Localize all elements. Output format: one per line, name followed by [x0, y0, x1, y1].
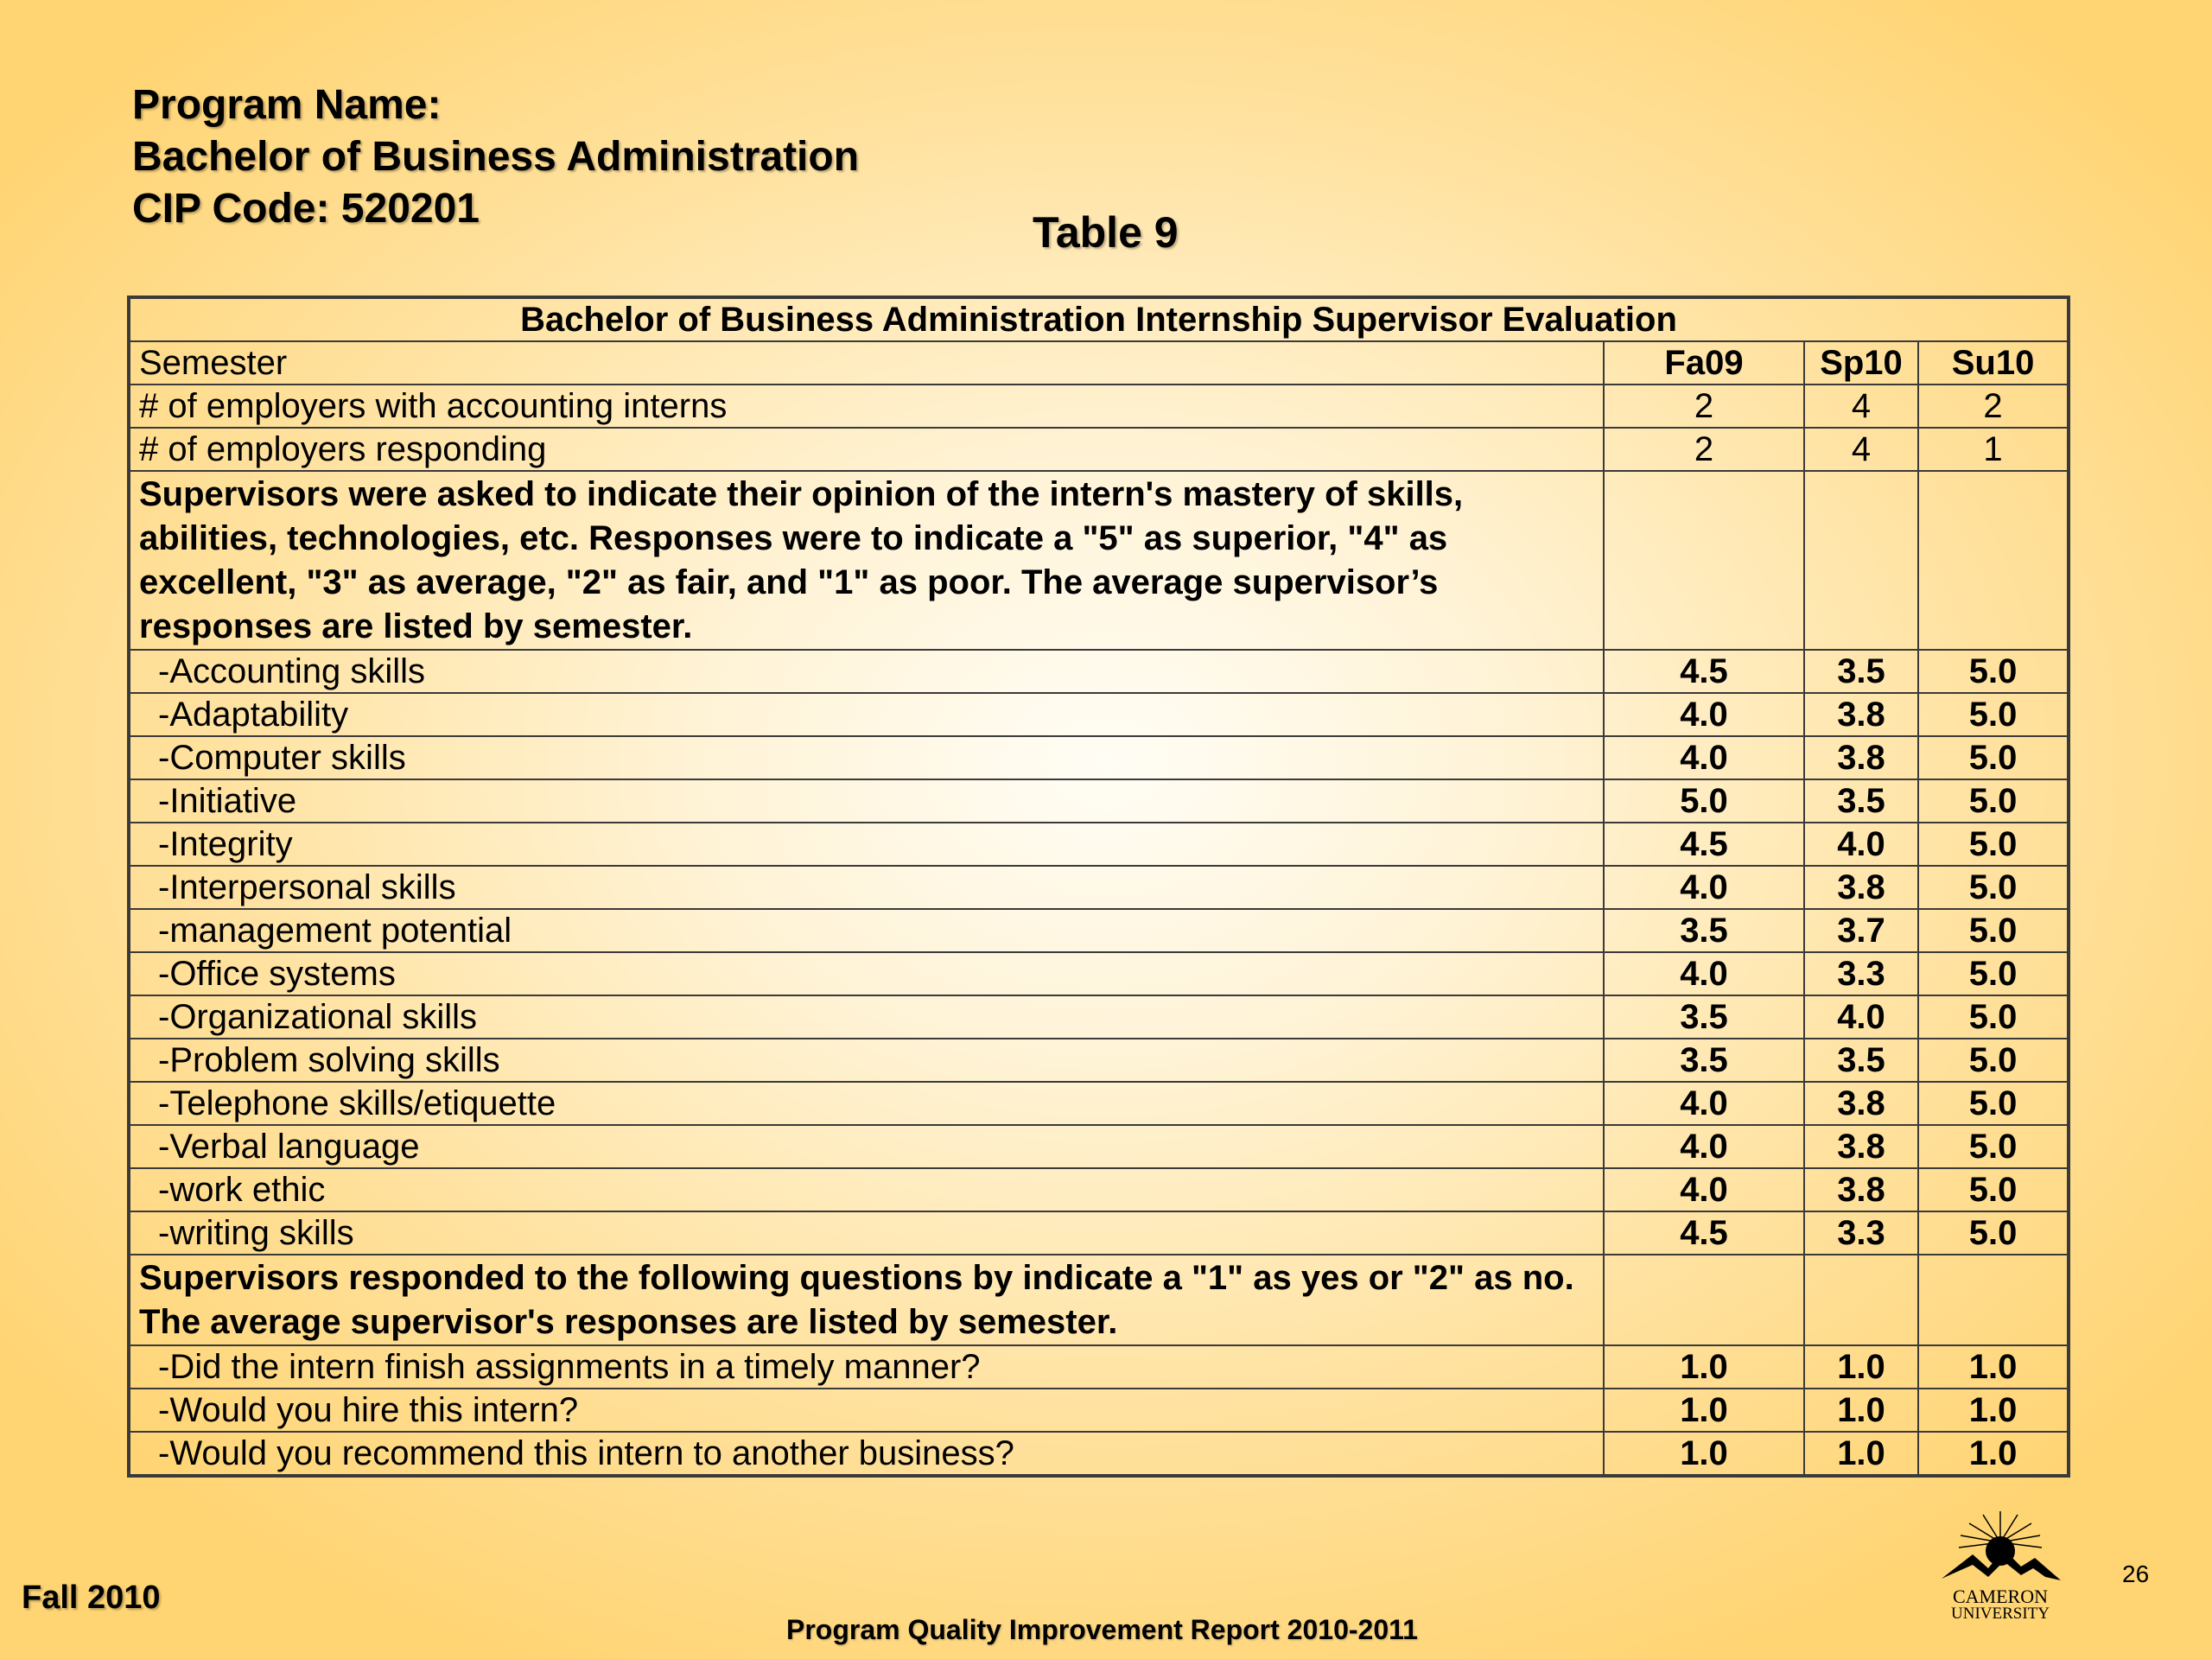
- value-cell: 4.5: [1604, 823, 1804, 866]
- skill-row: [129, 1082, 2069, 1125]
- value-cell: 3.8: [1804, 1168, 1918, 1211]
- value-cell: 4.5: [1604, 650, 1804, 693]
- row-label: # of employers responding: [129, 428, 1604, 471]
- row-label: -Accounting skills: [129, 650, 1604, 693]
- value-cell: 1.0: [1604, 1345, 1804, 1389]
- program-name: Bachelor of Business Administration: [132, 134, 860, 180]
- skill-row: [129, 823, 2069, 866]
- semester-label: Semester: [129, 341, 1604, 385]
- footer-report-title: Program Quality Improvement Report 2010-2011: [786, 1614, 1418, 1645]
- skills-instruction-row: [129, 471, 2069, 650]
- value-cell: 3.7: [1804, 909, 1918, 952]
- value-cell: 1.0: [1604, 1389, 1804, 1432]
- semester-header-row: [129, 341, 2069, 385]
- value-cell: 4.5: [1604, 1211, 1804, 1255]
- value-cell: 2: [1604, 385, 1804, 428]
- value-cell: 3.8: [1804, 866, 1918, 909]
- value-cell: 5.0: [1918, 1082, 2069, 1125]
- questions-instruction-row: [129, 1255, 2069, 1345]
- table-caption: Bachelor of Business Administration Internship Supervisor Evaluation: [129, 297, 2069, 341]
- value-cell: 4: [1804, 428, 1918, 471]
- empty-cell: [1918, 471, 2069, 650]
- row-label: -Telephone skills/etiquette: [129, 1082, 1604, 1125]
- instruction-text: Supervisors were asked to indicate their opinion of the intern's mastery of skills, abilities, technologies, etc. Responses were to indicate a "5" as superior, "4" as excellent, "3" as average, "2" as fair, and "1" as poor. The average supervisor’s responses are listed by semester.: [129, 471, 1604, 650]
- row-label: -Organizational skills: [129, 995, 1604, 1039]
- value-cell: 1.0: [1918, 1345, 2069, 1389]
- page-number: 26: [2122, 1560, 2150, 1587]
- program-header: [132, 79, 859, 235]
- value-cell: 4.0: [1804, 823, 1918, 866]
- value-cell: 5.0: [1918, 1211, 2069, 1255]
- row-label: -work ethic: [129, 1168, 1604, 1211]
- value-cell: 3.8: [1804, 1082, 1918, 1125]
- value-cell: 1.0: [1804, 1389, 1918, 1432]
- skill-row: [129, 995, 2069, 1039]
- logo-text-line1: CAMERON: [1952, 1586, 2049, 1607]
- value-cell: 4.0: [1604, 1082, 1804, 1125]
- row-label: -management potential: [129, 909, 1604, 952]
- value-cell: 4: [1804, 385, 1918, 428]
- value-cell: 5.0: [1918, 736, 2069, 779]
- question-row: [129, 1345, 2069, 1389]
- value-cell: 5.0: [1918, 1039, 2069, 1082]
- value-cell: 1: [1918, 428, 2069, 471]
- value-cell: 1.0: [1604, 1432, 1804, 1476]
- row-label: -Verbal language: [129, 1125, 1604, 1168]
- value-cell: 3.5: [1604, 1039, 1804, 1082]
- empty-cell: [1804, 1255, 1918, 1345]
- value-cell: 3.8: [1804, 693, 1918, 736]
- value-cell: 5.0: [1918, 823, 2069, 866]
- value-cell: 4.0: [1804, 995, 1918, 1039]
- row-label: -Interpersonal skills: [129, 866, 1604, 909]
- value-cell: 3.8: [1804, 736, 1918, 779]
- value-cell: 4.0: [1604, 1168, 1804, 1211]
- skill-row: [129, 1168, 2069, 1211]
- row-label: -Adaptability: [129, 693, 1604, 736]
- value-cell: 3.5: [1804, 1039, 1918, 1082]
- skill-row: [129, 909, 2069, 952]
- value-cell: 5.0: [1918, 909, 2069, 952]
- count-row: [129, 428, 2069, 471]
- row-label: -Integrity: [129, 823, 1604, 866]
- value-cell: 5.0: [1918, 1125, 2069, 1168]
- value-cell: 3.5: [1804, 779, 1918, 823]
- row-label: -Would you hire this intern?: [129, 1389, 1604, 1432]
- value-cell: 5.0: [1918, 866, 2069, 909]
- value-cell: 4.0: [1604, 736, 1804, 779]
- empty-cell: [1918, 1255, 2069, 1345]
- question-row: [129, 1432, 2069, 1476]
- value-cell: 3.3: [1804, 1211, 1918, 1255]
- value-cell: 2: [1918, 385, 2069, 428]
- row-label: -Computer skills: [129, 736, 1604, 779]
- empty-cell: [1604, 1255, 1804, 1345]
- value-cell: 1.0: [1804, 1345, 1918, 1389]
- logo-text-line2: UNIVERSITY: [1951, 1605, 2050, 1623]
- value-cell: 5.0: [1918, 779, 2069, 823]
- row-label: -Initiative: [129, 779, 1604, 823]
- value-cell: 3.5: [1804, 650, 1918, 693]
- skill-row: [129, 693, 2069, 736]
- value-cell: 5.0: [1918, 650, 2069, 693]
- value-cell: 2: [1604, 428, 1804, 471]
- value-cell: 5.0: [1604, 779, 1804, 823]
- skill-row: [129, 736, 2069, 779]
- footer-term: Fall 2010: [22, 1580, 161, 1616]
- skill-row: [129, 952, 2069, 995]
- row-label: -Problem solving skills: [129, 1039, 1604, 1082]
- caption-row: [129, 297, 2069, 341]
- row-label: -Did the intern finish assignments in a timely manner?: [129, 1345, 1604, 1389]
- cameron-university-logo: [1931, 1508, 2069, 1624]
- skill-row: [129, 866, 2069, 909]
- value-cell: 4.0: [1604, 693, 1804, 736]
- value-cell: 1.0: [1918, 1432, 2069, 1476]
- skill-row: [129, 650, 2069, 693]
- skill-row: [129, 1211, 2069, 1255]
- empty-cell: [1804, 471, 1918, 650]
- table-title: Table 9: [1033, 208, 1179, 257]
- value-cell: 1.0: [1804, 1432, 1918, 1476]
- value-cell: 3.3: [1804, 952, 1918, 995]
- semester-header: Fa09: [1604, 341, 1804, 385]
- row-label: -writing skills: [129, 1211, 1604, 1255]
- value-cell: 4.0: [1604, 1125, 1804, 1168]
- count-row: [129, 385, 2069, 428]
- row-label: -Office systems: [129, 952, 1604, 995]
- question-row: [129, 1389, 2069, 1432]
- value-cell: 3.8: [1804, 1125, 1918, 1168]
- skill-row: [129, 1039, 2069, 1082]
- value-cell: 5.0: [1918, 693, 2069, 736]
- value-cell: 4.0: [1604, 866, 1804, 909]
- semester-header: Su10: [1918, 341, 2069, 385]
- instruction-text: Supervisors responded to the following questions by indicate a "1" as yes or "2" as no. The average supervisor's responses are listed by semester.: [129, 1255, 1604, 1345]
- value-cell: 3.5: [1604, 909, 1804, 952]
- program-label: Program Name:: [132, 82, 442, 128]
- empty-cell: [1604, 471, 1804, 650]
- value-cell: 5.0: [1918, 1168, 2069, 1211]
- value-cell: 3.5: [1604, 995, 1804, 1039]
- value-cell: 1.0: [1918, 1389, 2069, 1432]
- row-label: -Would you recommend this intern to another business?: [129, 1432, 1604, 1476]
- value-cell: 5.0: [1918, 995, 2069, 1039]
- skill-row: [129, 779, 2069, 823]
- value-cell: 4.0: [1604, 952, 1804, 995]
- cip-code: CIP Code: 520201: [132, 186, 480, 232]
- value-cell: 5.0: [1918, 952, 2069, 995]
- evaluation-table: [127, 296, 2070, 1478]
- semester-header: Sp10: [1804, 341, 1918, 385]
- skill-row: [129, 1125, 2069, 1168]
- row-label: # of employers with accounting interns: [129, 385, 1604, 428]
